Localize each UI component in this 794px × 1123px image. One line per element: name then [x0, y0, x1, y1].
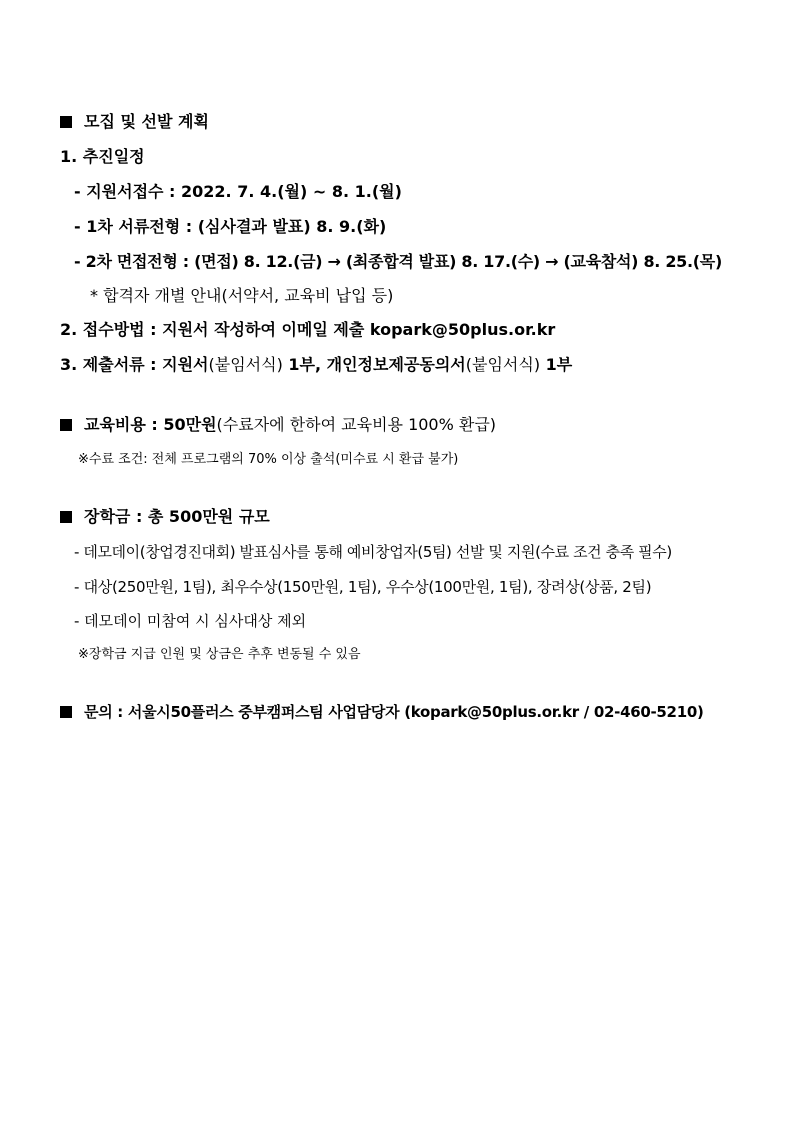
fee-note: ※수료 조건: 전체 프로그램의 70% 이상 출석(미수료 시 환급 불가)	[78, 452, 459, 467]
required-documents: 3. 제출서류 : 지원서(붙임서식) 1부, 개인정보제공동의서(붙임서식) 1부	[60, 355, 573, 374]
schedule-item-application: - 지원서접수 : 2022. 7. 4.(월) ~ 8. 1.(월)	[74, 182, 402, 201]
section-heading-scholarship: 장학금 : 총 500만원 규모	[60, 507, 270, 526]
schedule-item-document-screening: - 1차 서류전형 : (심사결과 발표) 8. 9.(화)	[74, 217, 387, 236]
schedule-title: 1. 추진일정	[60, 147, 145, 166]
section-heading-recruit: 모집 및 선발 계획	[60, 112, 209, 131]
scholarship-item-prizes: - 대상(250만원, 1팀), 최우수상(150만원, 1팀), 우수상(100만원, 1팀), 장려상(상품, 2팀)	[74, 578, 652, 596]
square-bullet-icon	[60, 511, 72, 523]
submission-method: 2. 접수방법 : 지원서 작성하여 이메일 제출 kopark@50plus.or.kr	[60, 320, 556, 339]
scholarship-item-exclusion: - 데모데이 미참여 시 심사대상 제외	[74, 612, 307, 630]
schedule-item-interview: - 2차 면접전형 : (면접) 8. 12.(금) → (최종합격 발표) 8. 17.(수) → (교육참석) 8. 25.(목)	[74, 252, 722, 271]
section-heading-contact: 문의 : 서울시50플러스 중부캠퍼스팀 사업담당자 (kopark@50plus.or.kr / 02-460-5210)	[60, 703, 704, 721]
section-heading-fee: 교육비용 : 50만원(수료자에 한하여 교육비용 100% 환급)	[60, 415, 496, 434]
square-bullet-icon	[60, 706, 72, 718]
schedule-note: * 합격자 개별 안내(서약서, 교육비 납입 등)	[90, 286, 394, 305]
scholarship-item-demoday: - 데모데이(창업경진대회) 발표심사를 통해 예비창업자(5팀) 선발 및 지원(수료 조건 충족 필수)	[74, 543, 672, 561]
scholarship-note: ※장학금 지급 인원 및 상금은 추후 변동될 수 있음	[78, 647, 361, 662]
square-bullet-icon	[60, 116, 72, 128]
square-bullet-icon	[60, 419, 72, 431]
